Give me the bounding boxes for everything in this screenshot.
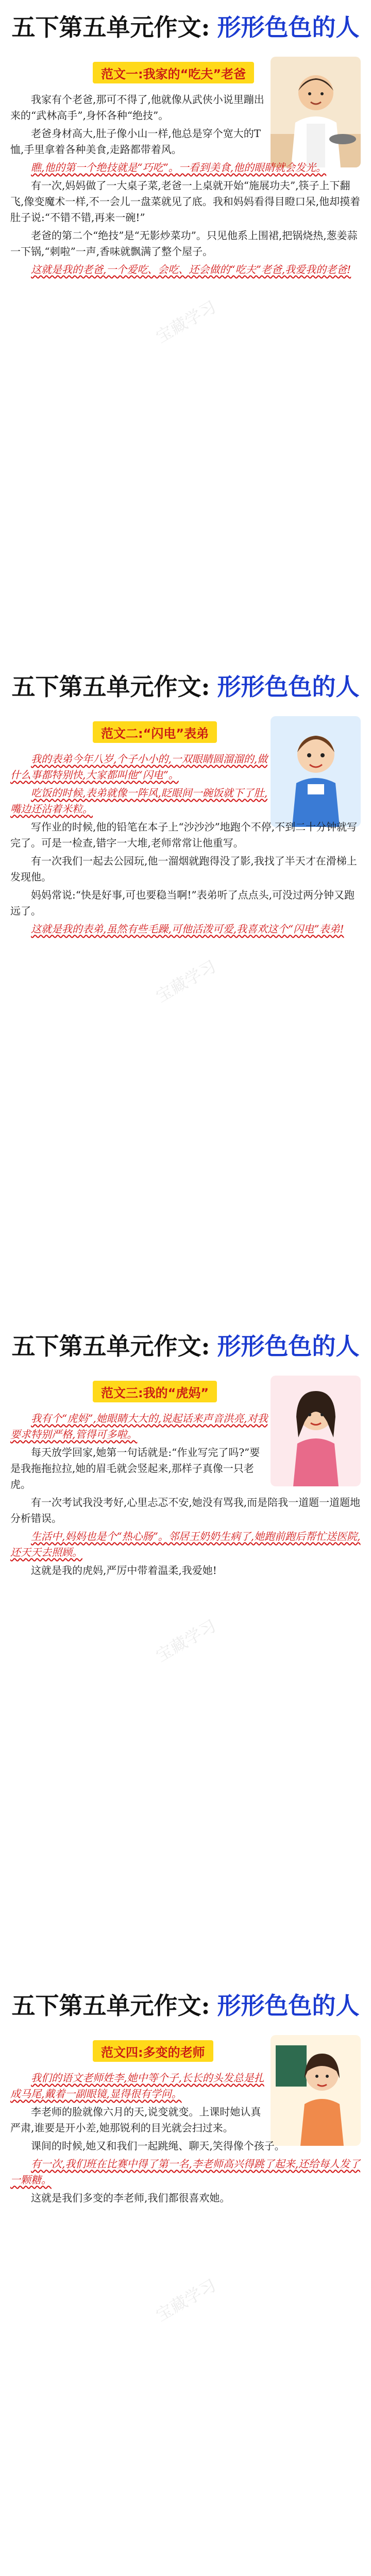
- watermark: 宝藏学习: [153, 297, 220, 347]
- watermark: 宝藏学习: [153, 2275, 220, 2326]
- essay-label: 范文四:多变的老师: [93, 2040, 213, 2062]
- title-accent: 形形色色的人: [217, 1992, 360, 2020]
- section-header: [0, 0, 371, 52]
- paragraph-highlight: 我们的语文老师姓李,她中等个子,长长的头发总是扎成马尾,戴着一副眼镜,显得很有学问。: [10, 2072, 264, 2100]
- paragraph: 写作业的时候,他的铅笔在本子上“沙沙沙”地跑个不停,不到二十分钟就写完了。可是一检查,错字一大堆,老师常常让他重写。: [10, 821, 358, 849]
- essay-body: [10, 2070, 361, 2576]
- paragraph: 李老师的脸就像六月的天,说变就变。上课时她认真严肃,谁要是开小差,她那锐利的目光就会扫过来。: [10, 2106, 261, 2134]
- essay-section-4: [0, 1978, 371, 2576]
- paragraph: 课间的时候,她又和我们一起跳绳、聊天,笑得像个孩子。: [31, 2140, 285, 2152]
- title-accent: 形形色色的人: [217, 673, 360, 701]
- essay-body: [10, 92, 361, 653]
- paragraph: 这就是我们多变的李老师,我们都很喜欢她。: [31, 2192, 230, 2204]
- paragraph-highlight: 吃饭的时候,表弟就像一阵风,眨眼间一碗饭就下了肚,嘴边还沾着米粒。: [10, 787, 268, 815]
- paragraph: 我家有个老爸,那可不得了,他就像从武侠小说里蹦出来的“武林高手”,身怀各种“绝技”。: [10, 93, 264, 122]
- paragraph-highlight: 瞧,他的第一个绝技就是“巧吃”。一看到美食,他的眼睛就会发光。: [31, 161, 327, 174]
- paragraph-highlight: 我有个“虎妈”,她眼睛大大的,说起话来声音洪亮,对我要求特别严格,管得可多啦。: [10, 1412, 268, 1440]
- title-accent: 形形色色的人: [217, 1332, 360, 1360]
- paragraph: 每天放学回家,她第一句话就是:“作业写完了吗?”要是我拖拖拉拉,她的眉毛就会竖起来,那样子真像一只老虎。: [10, 1446, 260, 1490]
- essay-section-3: [0, 1319, 371, 1978]
- essay-label: 范文二:“闪电”表弟: [93, 721, 217, 743]
- paragraph: 这就是我的虎妈,严厉中带着温柔,我爱她!: [31, 1564, 217, 1577]
- essay-label: 范文一:我家的“吃夫”老爸: [93, 62, 254, 83]
- paragraph-highlight: 有一次,我们班在比赛中得了第一名,李老师高兴得跳了起来,还给每人发了一颗糖。: [10, 2158, 361, 2186]
- paragraph: 有一次,妈妈做了一大桌子菜,老爸一上桌就开始“施展功夫”,筷子上下翻飞,像变魔术一样,不一会儿一盘菜就见了底。我和妈妈看得目瞪口呆,他却摸着肚子说:“不错不错,再来一碗!”: [10, 179, 361, 224]
- paragraph: 有一次我们一起去公园玩,他一溜烟就跑得没了影,我找了半天才在滑梯上发现他。: [10, 855, 357, 883]
- title-main: 五下第五单元作文:: [11, 1992, 210, 2020]
- paragraph: 有一次考试我没考好,心里忐忑不安,她没有骂我,而是陪我一道题一道题地分析错误。: [10, 1496, 361, 1524]
- paragraph: 老爸的第二个“绝技”是“无影炒菜功”。只见他系上围裙,把锅烧热,葱姜蒜一下锅,“刺啦”一声,香味就飘满了整个屋子。: [10, 229, 358, 258]
- essay-body: [10, 751, 361, 1313]
- section-header: [0, 1978, 371, 2030]
- paragraph: 妈妈常说:“快是好事,可也要稳当啊!”表弟听了点点头,可没过两分钟又跑远了。: [10, 889, 355, 917]
- watermark: 宝藏学习: [153, 956, 220, 1007]
- paragraph-highlight: 这就是我的老爸,一个爱吃、会吃、还会做的“吃夫”老爸,我爱我的老爸!: [31, 263, 351, 276]
- title-main: 五下第五单元作文:: [11, 673, 210, 701]
- paragraph-highlight: 我的表弟今年八岁,个子小小的,一双眼睛圆溜溜的,做什么事都特别快,大家都叫他“闪电”。: [10, 753, 268, 781]
- paragraph: 老爸身材高大,肚子像小山一样,他总是穿个宽大的T恤,手里拿着各种美食,走路都带着风。: [10, 127, 261, 156]
- paragraph-highlight: 生活中,妈妈也是个“热心肠”。邻居王奶奶生病了,她跑前跑后帮忙送医院,还天天去照顾。: [10, 1530, 361, 1558]
- title-accent: 形形色色的人: [217, 13, 360, 41]
- essay-section-1: [0, 0, 371, 659]
- section-header: [0, 659, 371, 711]
- paragraph-highlight: 这就是我的表弟,虽然有些毛躁,可他活泼可爱,我喜欢这个“闪电”表弟!: [31, 923, 344, 935]
- essay-body: [10, 1411, 361, 1972]
- essay-section-2: [0, 659, 371, 1319]
- title-main: 五下第五单元作文:: [11, 13, 210, 41]
- section-header: [0, 1319, 371, 1370]
- essay-label: 范文三:我的“虎妈”: [93, 1381, 217, 1402]
- title-main: 五下第五单元作文:: [11, 1332, 210, 1360]
- watermark: 宝藏学习: [153, 1616, 220, 1666]
